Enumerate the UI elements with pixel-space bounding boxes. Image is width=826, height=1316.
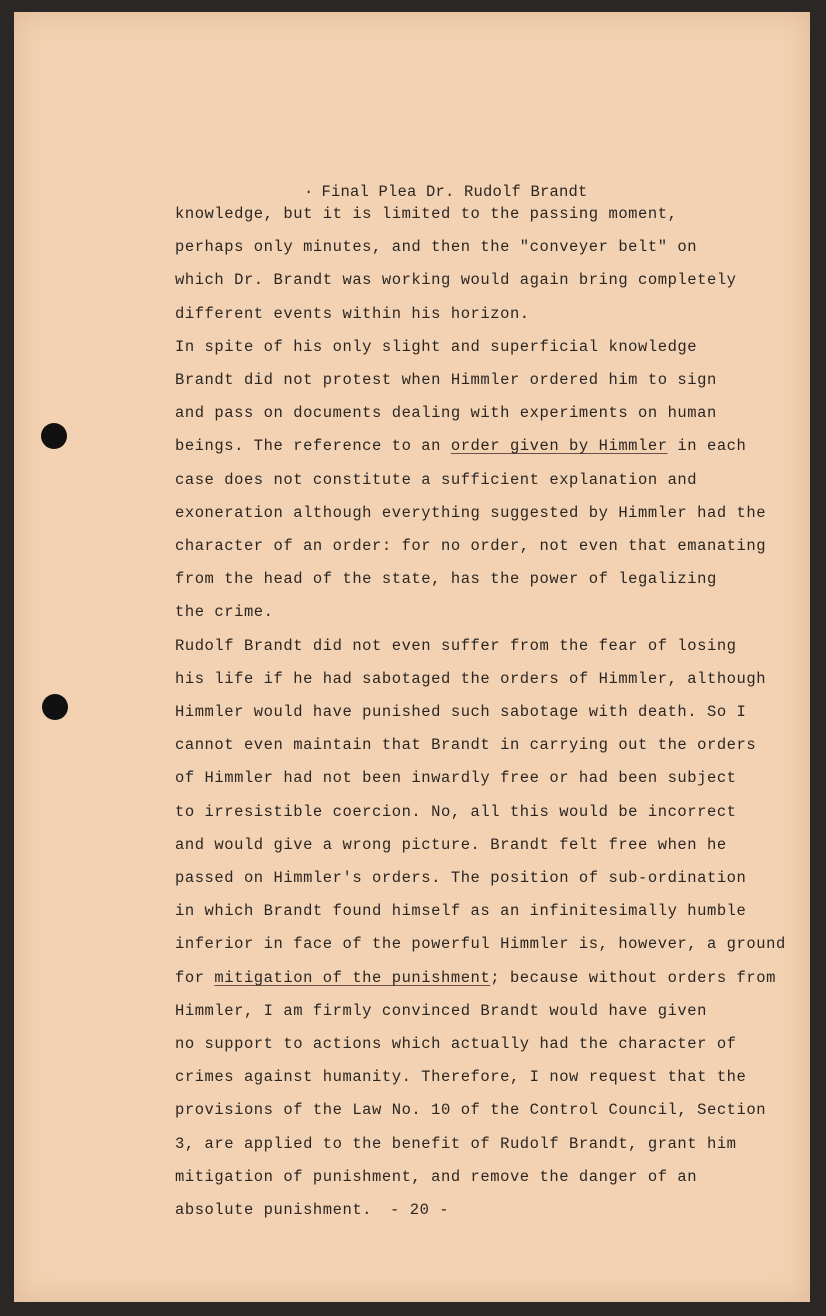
line-text: mitigation of punishment, and remove the danger of an [175,1168,698,1186]
text-line [175,570,717,588]
line-text: provisions of the Law No. 10 of the Control Council, Section [175,1101,767,1119]
line-text: from the head of the state, has the power of legalizing [175,570,717,588]
line-text: perhaps only minutes, and then the "conveyer belt" on [175,238,698,256]
line-text: knowledge, but it is limited to the passing moment, [175,205,678,223]
text-line [175,803,737,821]
text-line [175,637,737,655]
line-text: Rudolf Brandt did not even suffer from the fear of losing [175,637,737,655]
text-line [175,1135,737,1153]
underlined-text: mitigation of the punishment [214,969,491,987]
text-line [175,603,274,621]
line-text: in which Brandt found himself as an infinitesimally humble [175,902,747,920]
text-line [175,1002,707,1020]
text-line [175,1101,766,1119]
text-line [175,537,766,555]
document-page [14,12,810,1302]
text-line [175,305,530,323]
text-line [175,271,737,289]
text-line [175,769,737,787]
text-line [175,902,746,920]
line-text: and would give a wrong picture. Brandt felt free when he [175,836,727,854]
text-line [175,404,717,422]
page-title [304,183,588,201]
text-line [175,371,717,389]
text-line [175,736,756,754]
line-text: absolute punishment. [175,1201,373,1219]
line-text: 3, are applied to the benefit of Rudolf Brandt, grant him [175,1135,737,1153]
line-text: cannot even maintain that Brandt in carrying out the orders [175,736,757,754]
text-line [175,471,697,489]
punch-hole [42,694,68,720]
text-line [175,703,746,721]
underlined-text: order given by Himmler [450,437,668,455]
text-line [175,670,766,688]
line-text: to irresistible coercion. No, all this would be incorrect [175,803,737,821]
line-text: ; because without orders from [490,969,776,987]
line-text: which Dr. Brandt was working would again bring completely [175,271,737,289]
text-line [175,1168,697,1186]
line-text: passed on Himmler's orders. The position of sub-ordination [175,869,747,887]
line-text: different events within his horizon. [175,305,530,323]
text-line [175,205,677,223]
text-line [175,238,697,256]
line-text: case does not constitute a sufficient explanation and [175,471,698,489]
line-text: his life if he had sabotaged the orders of Himmler, although [175,670,767,688]
text-line [175,869,746,887]
line-text: character of an order: for no order, not even that emanating [175,537,767,555]
text-line [175,969,776,987]
line-text: and pass on documents dealing with experiments on human [175,404,717,422]
line-text: in each [667,437,747,455]
line-text: no support to actions which actually had the character of [175,1035,737,1053]
text-line [175,1068,746,1086]
text-line [175,1201,449,1219]
text-line [175,1035,737,1053]
line-text: the crime. [175,603,274,621]
line-text: beings. The reference to an [175,437,451,455]
title-marker: · [304,183,314,201]
line-text: of Himmler had not been inwardly free or had been subject [175,769,737,787]
text-line [175,504,766,522]
text-line [175,836,727,854]
page-number: - 20 - [390,1201,450,1219]
title-text: Final Plea Dr. Rudolf Brandt [321,183,588,201]
text-line [175,338,697,356]
line-text: for [175,969,215,987]
text-line [175,437,746,455]
line-text: crimes against humanity. Therefore, I now request that the [175,1068,747,1086]
line-text: Himmler, I am firmly convinced Brandt would have given [175,1002,707,1020]
line-text: Brandt did not protest when Himmler ordered him to sign [175,371,717,389]
line-text: exoneration although everything suggested by Himmler had the [175,504,767,522]
line-text: Himmler would have punished such sabotage with death. So I [175,703,747,721]
line-text: In spite of his only slight and superficial knowledge [175,338,698,356]
punch-hole [41,423,67,449]
line-text: inferior in face of the powerful Himmler is, however, a ground [175,935,786,953]
text-line [175,935,786,953]
